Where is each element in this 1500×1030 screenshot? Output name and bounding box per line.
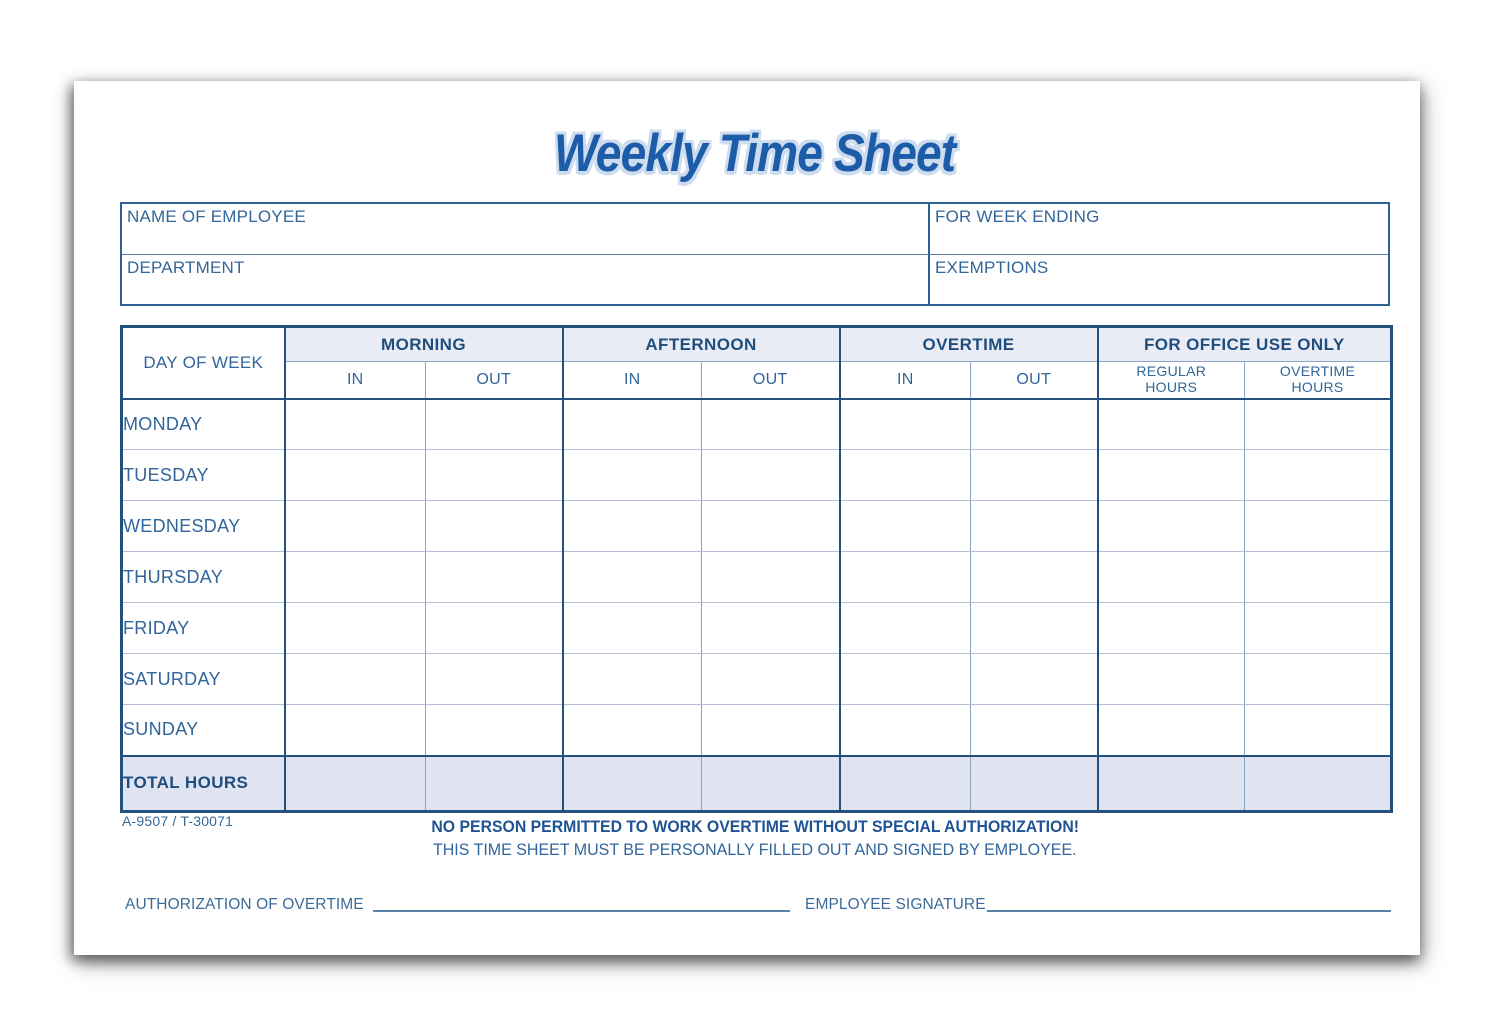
table-row-monday [122, 399, 1392, 450]
table-row-friday [122, 603, 1392, 654]
time-cell [426, 501, 563, 552]
time-cell [702, 654, 840, 705]
day-label: FRIDAY [122, 603, 285, 654]
overtime-header: OVERTIME [840, 327, 1098, 362]
time-cell [702, 603, 840, 654]
overtime-hours-label: OVERTIME HOURS [1279, 363, 1356, 395]
time-cell [1245, 399, 1392, 450]
day-label: MONDAY [122, 399, 285, 450]
time-cell [1098, 399, 1245, 450]
time-cell [563, 450, 702, 501]
department-label: DEPARTMENT [127, 258, 245, 277]
time-cell [971, 399, 1098, 450]
time-cell [285, 399, 426, 450]
overtime-in-header: IN [840, 362, 971, 399]
time-cell [971, 654, 1098, 705]
total-cell [840, 756, 971, 812]
total-hours-label: TOTAL HOURS [122, 756, 285, 812]
table-row-wednesday [122, 501, 1392, 552]
group-header-row [122, 327, 1392, 362]
time-cell [1245, 501, 1392, 552]
time-cell [426, 603, 563, 654]
time-cell [1098, 705, 1245, 756]
afternoon-header: AFTERNOON [563, 327, 840, 362]
table-row-tuesday [122, 450, 1392, 501]
time-cell [840, 654, 971, 705]
timesheet-paper [74, 81, 1420, 955]
regular-hours-header [1098, 362, 1245, 399]
time-cell [285, 501, 426, 552]
time-cell [563, 501, 702, 552]
time-cell [1098, 450, 1245, 501]
form-number: A-9507 / T-30071 [122, 813, 234, 829]
afternoon-out-header: OUT [702, 362, 840, 399]
time-cell [840, 501, 971, 552]
total-cell [563, 756, 702, 812]
day-label: WEDNESDAY [122, 501, 285, 552]
total-cell [285, 756, 426, 812]
title-row [120, 123, 1390, 184]
time-cell [971, 450, 1098, 501]
time-cell [840, 705, 971, 756]
warning-line1: NO PERSON PERMITTED TO WORK OVERTIME WITHOUT SPECIAL AUTHORIZATION! [431, 817, 1079, 836]
time-cell [563, 654, 702, 705]
time-cell [1098, 552, 1245, 603]
day-of-week-header: DAY OF WEEK [122, 327, 285, 399]
time-cell [971, 705, 1098, 756]
total-cell [702, 756, 840, 812]
time-cell [1098, 501, 1245, 552]
day-label: TUESDAY [122, 450, 285, 501]
time-cell [426, 399, 563, 450]
table-row-sunday [122, 705, 1392, 756]
time-cell [426, 552, 563, 603]
table-row-saturday [122, 654, 1392, 705]
page-title: Weekly Time Sheet [554, 124, 956, 183]
time-cell [1245, 552, 1392, 603]
day-label: SATURDAY [122, 654, 285, 705]
time-cell [285, 450, 426, 501]
name-of-employee-label: NAME OF EMPLOYEE [127, 207, 306, 226]
time-cell [426, 654, 563, 705]
total-cell [426, 756, 563, 812]
time-cell [971, 552, 1098, 603]
overtime-out-header: OUT [971, 362, 1098, 399]
total-cell [971, 756, 1098, 812]
time-cell [563, 705, 702, 756]
morning-out-header: OUT [426, 362, 563, 399]
time-cell [1245, 603, 1392, 654]
authorization-of-overtime-label: AUTHORIZATION OF OVERTIME [125, 896, 364, 913]
time-cell [426, 450, 563, 501]
warning-line2: THIS TIME SHEET MUST BE PERSONALLY FILLED OUT AND SIGNED BY EMPLOYEE. [433, 841, 1077, 859]
for-week-ending-field [928, 204, 1388, 254]
day-label: SUNDAY [122, 705, 285, 756]
time-cell [702, 399, 840, 450]
warning-text [120, 817, 1390, 860]
table-row-thursday [122, 552, 1392, 603]
time-cell [563, 552, 702, 603]
time-cell [702, 705, 840, 756]
morning-in-header: IN [285, 362, 426, 399]
time-cell [1245, 705, 1392, 756]
time-cell [285, 603, 426, 654]
employee-info-box [120, 202, 1390, 306]
exemptions-label: EXEMPTIONS [935, 258, 1049, 277]
time-table [120, 325, 1393, 813]
name-of-employee-field [122, 204, 928, 254]
employee-signature-line [987, 910, 1391, 912]
time-cell [285, 552, 426, 603]
time-cell [702, 450, 840, 501]
time-cell [285, 654, 426, 705]
time-cell [563, 603, 702, 654]
afternoon-in-header: IN [563, 362, 702, 399]
time-cell [1245, 654, 1392, 705]
time-cell [1098, 654, 1245, 705]
for-week-ending-label: FOR WEEK ENDING [935, 207, 1100, 226]
office-use-header: FOR OFFICE USE ONLY [1098, 327, 1392, 362]
time-cell [840, 603, 971, 654]
employee-signature-label: EMPLOYEE SIGNATURE [805, 896, 986, 913]
time-cell [840, 399, 971, 450]
regular-hours-label: REGULAR HOURS [1136, 363, 1207, 395]
total-cell [1245, 756, 1392, 812]
day-label: THURSDAY [122, 552, 285, 603]
time-cell [840, 552, 971, 603]
overtime-hours-header [1245, 362, 1392, 399]
time-cell [840, 450, 971, 501]
time-cell [1098, 603, 1245, 654]
time-cell [285, 705, 426, 756]
exemptions-field [928, 254, 1388, 304]
department-field [122, 254, 928, 304]
time-cell [563, 399, 702, 450]
time-cell [971, 501, 1098, 552]
total-cell [1098, 756, 1245, 812]
authorization-signature-line [373, 910, 790, 912]
total-hours-row [122, 756, 1392, 812]
morning-header: MORNING [285, 327, 563, 362]
time-cell [971, 603, 1098, 654]
sub-header-row [122, 362, 1392, 399]
time-cell [1245, 450, 1392, 501]
time-cell [426, 705, 563, 756]
time-cell [702, 552, 840, 603]
time-cell [702, 501, 840, 552]
